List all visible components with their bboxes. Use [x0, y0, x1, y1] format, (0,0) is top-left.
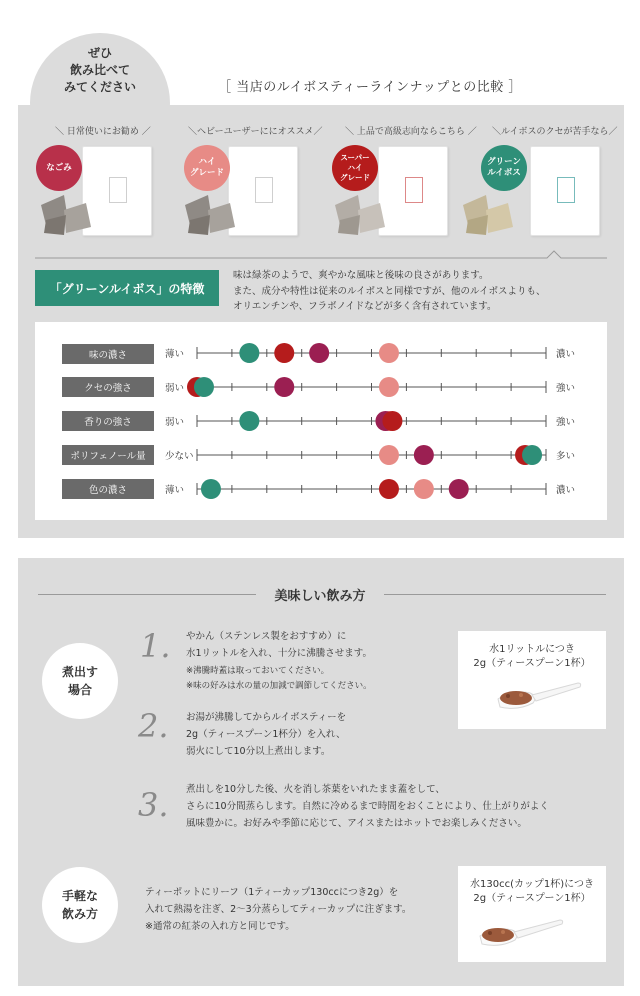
row-right-label: 強い [556, 417, 576, 428]
step-line: お湯が沸騰してからルイボスティーを [186, 712, 347, 723]
howto-title: 美味しい飲み方 [274, 589, 366, 604]
dot-super [274, 343, 294, 363]
dot-super [382, 411, 402, 431]
product-caption: ＼ 上品で高級志向ならこちら ／ [345, 127, 477, 137]
row-right-label: 多い [556, 451, 576, 462]
badge-line: ぜひ [87, 46, 112, 60]
row-left-label: 少ない [165, 451, 194, 462]
card-line: 2g（ティースプーン1杯） [473, 893, 591, 904]
product-name-line: スーパー [340, 153, 370, 162]
spoon-image [458, 671, 606, 721]
dot-nagomi [309, 343, 329, 363]
feature-line: また、成分や特性は従来のルイボスと同様ですが、他のルイボスよりも、 [233, 285, 546, 297]
row-label-habit: クセの強さ [62, 377, 154, 397]
dot-nagomi [274, 377, 294, 397]
product-name-line: ハイ [347, 163, 363, 172]
product-name-line: グレード [189, 168, 224, 178]
row-label-color: 色の濃さ [62, 479, 154, 499]
step-number: 2. [138, 707, 169, 745]
product-caption: ＼ 日常使いにお勧め ／ [55, 127, 151, 137]
dot-nagomi [449, 479, 469, 499]
product-name-line: グレード [340, 173, 370, 182]
dot-super [379, 479, 399, 499]
boil-badge [42, 643, 118, 719]
dot-green [201, 479, 221, 499]
spoon-image [458, 906, 606, 956]
row-right-label: 濃い [556, 485, 576, 496]
section-title: ［ 当店のルイボスティーラインナップとの比較 ］ [218, 80, 522, 95]
dot-green [239, 411, 259, 431]
step-line: さらに10分間蒸らします。自然に冷めるまで時間をおくことにより、仕上がりがよく [186, 801, 549, 812]
row-label-taste: 味の濃さ [62, 344, 154, 364]
step-note-line: ※味の好みは水の量の加減で調節してください。 [186, 681, 372, 691]
row-left-label: 薄い [165, 349, 185, 360]
step-number: 3. [138, 786, 169, 824]
step-line: ティーポットにリーフ（1ティーカップ130ccにつき2g）を [145, 887, 399, 898]
row-left-label: 薄い [165, 485, 185, 496]
dosage-card [458, 866, 606, 962]
step3-text [186, 781, 549, 832]
step-line: やかん（ステンレス製をおすすめ）に [186, 631, 347, 642]
card-line: 水1リットルにつき [489, 644, 575, 655]
step-line: 風味豊かに。お好みや季節に応じて、アイスまたはホットでお楽しみください。 [186, 818, 527, 829]
feature-line: オリエンチンや、フラボノイドなどが多く含有されています。 [233, 301, 497, 312]
dot-high [379, 445, 399, 465]
row-label-aroma: 香りの強さ [62, 411, 154, 431]
badge-line: 場合 [67, 683, 92, 697]
badge-line: みてください [63, 80, 136, 94]
step1-text [186, 628, 372, 662]
dot-green [194, 377, 214, 397]
easy-badge [42, 867, 118, 943]
dot-green [522, 445, 542, 465]
step1-notes [186, 664, 372, 694]
feature-line: 味は緑茶のようで、爽やかな風味と後味の良さがあります。 [233, 270, 489, 281]
row-right-label: 濃い [556, 349, 576, 360]
dot-green [239, 343, 259, 363]
product-name: なごみ [46, 162, 72, 173]
step-line: 水1リットルを入れ、十分に沸騰させます。 [186, 648, 372, 659]
row-left-label: 弱い [165, 417, 185, 428]
step2-text [186, 709, 346, 760]
step-line: 入れて熱湯を注ぎ、2～3分蒸らしてティーカップに注ぎます。 [145, 904, 412, 915]
dot-nagomi [414, 445, 434, 465]
feature-title: 「グリーンルイボス」の特徴 [35, 270, 219, 306]
product-name-line: ルイボス [487, 168, 521, 178]
card-line: 水130cc(カップ1杯)につき [470, 879, 594, 890]
product-caption: ＼ルイボスのクセが苦手なら／ [492, 127, 618, 137]
row-right-label: 強い [556, 383, 576, 394]
step-note-line: ※沸騰時蓋は取っておいてください。 [186, 666, 330, 676]
product-name-line: グリーン [487, 157, 521, 167]
row-label-polyphenol: ポリフェノール量 [62, 445, 154, 465]
step-number: 1. [140, 627, 171, 665]
step-line: 2g（ティースプーン1杯分）を入れ、 [186, 729, 346, 740]
row-left-label: 弱い [165, 383, 185, 394]
product-name-line: ハイ [198, 157, 216, 167]
badge-line: 煮出す [61, 665, 98, 679]
badge-line: 飲み方 [61, 907, 98, 921]
step-line: 弱火にして10分以上煮出します。 [186, 746, 331, 757]
badge-line: 手軽な [61, 889, 98, 903]
product-caption: ＼ヘビーユーザーににオススメ／ [188, 127, 323, 137]
step-line: 煮出しを10分した後、火を消し茶葉をいれたまま蓋をして、 [186, 784, 445, 795]
badge-line: 飲み比べて [69, 63, 130, 77]
dot-high [379, 377, 399, 397]
dosage-card [458, 631, 606, 729]
dot-high [414, 479, 434, 499]
card-line: 2g（ティースプーン1杯） [473, 658, 591, 669]
step-line: ※通常の紅茶の入れ方と同じです。 [145, 921, 295, 932]
easy-text [145, 884, 411, 935]
dot-high [379, 343, 399, 363]
